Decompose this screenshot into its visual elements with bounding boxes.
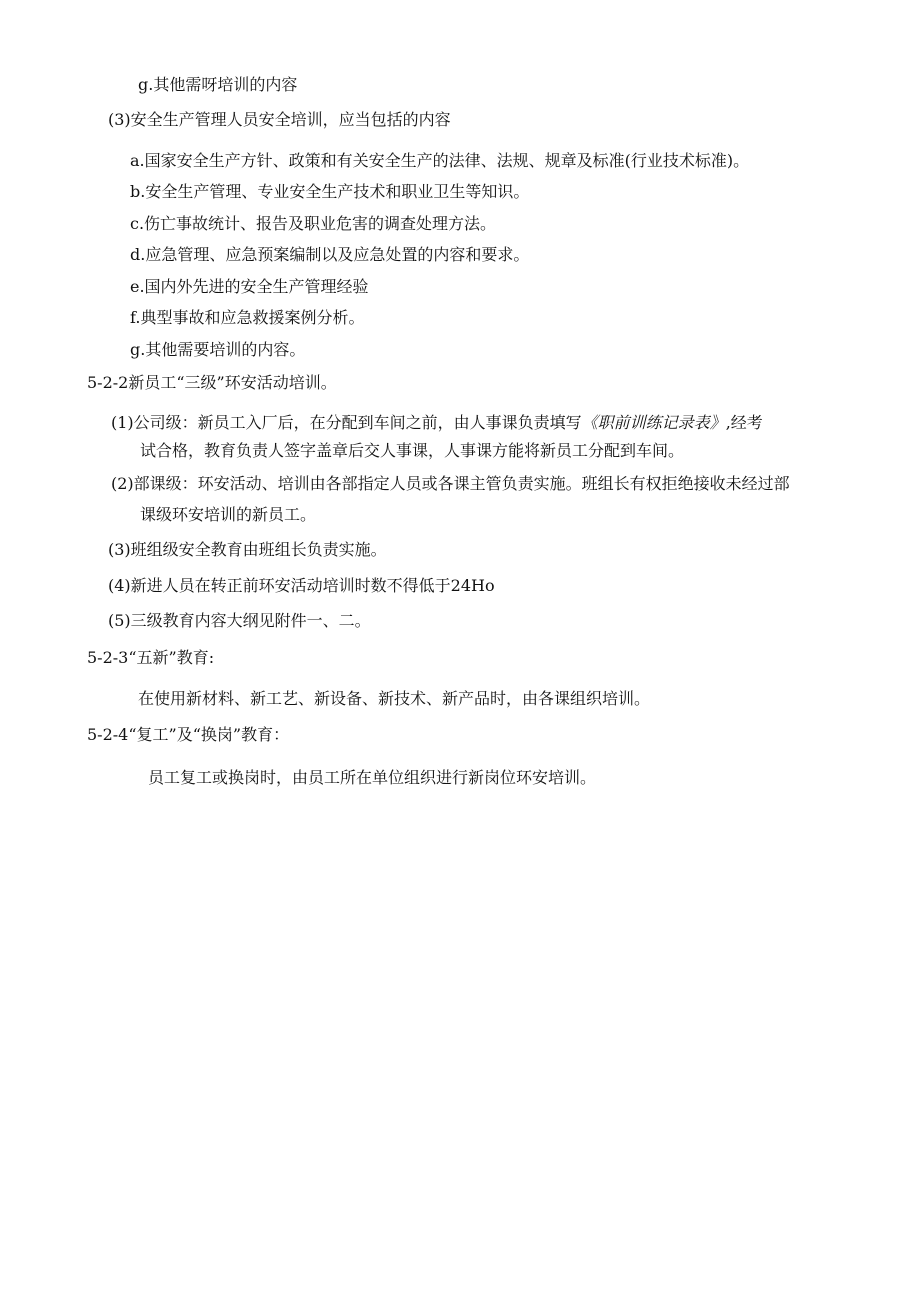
section-heading-5-2-3: 5-2-3“五新”教育: [87, 648, 215, 667]
company-level-text: (1)公司级：新员工入厂后，在分配到车间之前，由人事课负责填写 [111, 413, 582, 432]
list-item-company-level-continued: 试合格，教育负责人签字盖章后交人事课，人事课方能将新员工分配到车间。 [140, 441, 685, 460]
list-item-department-level: (2)部课级：环安活动、培训由各部指定人员或各课主管负责实施。班组长有权拒绝接收未经过部 [111, 474, 790, 493]
list-item-department-level-continued: 课级环安培训的新员工。 [140, 505, 317, 524]
section-body-5-2-3: 在使用新材料、新工艺、新设备、新技术、新产品时，由各课组织培训。 [138, 689, 651, 708]
list-item-training-hours: (4)新进人员在转正前环安活动培训时数不得低于24Ho [108, 576, 495, 595]
list-item-a: a.国家安全生产方针、政策和有关安全生产的法律、法规、规章及标准(行业技术标准)。 [130, 151, 750, 170]
list-item-b: b.安全生产管理、专业安全生产技术和职业卫生等知识。 [130, 182, 530, 201]
list-item-g: g.其他需要培训的内容。 [130, 340, 306, 359]
list-item-e: e.国内外先进的安全生产管理经验 [130, 277, 369, 296]
section-body-5-2-4: 员工复工或换岗时，由员工所在单位组织进行新岗位环安培训。 [148, 768, 597, 787]
company-level-suffix: ,经考 [725, 413, 763, 432]
list-item-team-level: (3)班组级安全教育由班组长负责实施。 [108, 540, 387, 559]
list-item-g-previous: g.其他需呀培训的内容 [138, 75, 298, 94]
section-heading-5-2-2: 5-2-2新员工“三级”环安活动培训。 [87, 373, 337, 392]
section-heading-safety-management-training: (3)安全生产管理人员安全培训，应当包括的内容 [108, 110, 451, 129]
form-title-pre-job-training-record: 《职前训练记录表》 [581, 413, 726, 432]
section-heading-5-2-4: 5-2-4“复工”及“换岗”教育： [87, 725, 290, 744]
list-item-company-level [111, 413, 763, 433]
list-item-outline-attachment: (5)三级教育内容大纲见附件一、二。 [108, 611, 371, 630]
list-item-c: c.伤亡事故统计、报告及职业危害的调查处理方法。 [130, 214, 497, 233]
list-item-f: f.典型事故和应急救援案例分析。 [130, 308, 365, 327]
list-item-d: d.应急管理、应急预案编制以及应急处置的内容和要求。 [130, 245, 530, 264]
